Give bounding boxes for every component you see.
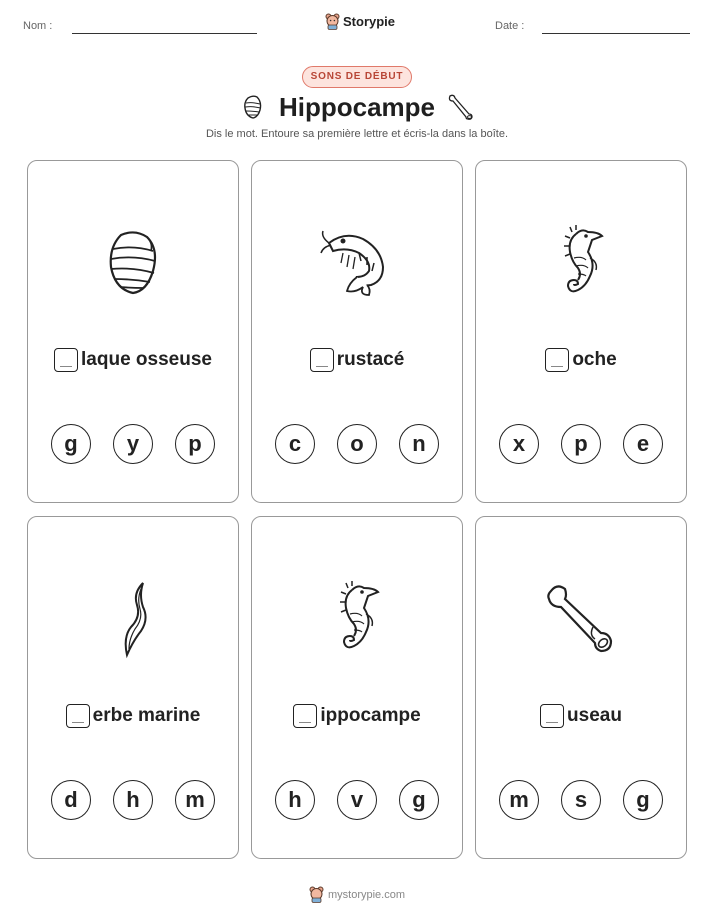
word-row	[476, 704, 686, 728]
word-row	[28, 704, 238, 728]
bear-logo-icon	[325, 13, 340, 30]
word-ending: rustacé	[336, 349, 405, 370]
answer-box[interactable]	[66, 704, 90, 728]
word-row	[476, 348, 686, 372]
letter-choice[interactable]: m	[175, 780, 215, 820]
shell-icon	[28, 217, 238, 309]
category-badge: SONS DE DÉBUT	[302, 66, 412, 88]
word-ending: useau	[567, 705, 622, 726]
letter-choice[interactable]: p	[561, 424, 601, 464]
letter-choice[interactable]: p	[175, 424, 215, 464]
answer-box[interactable]	[293, 704, 317, 728]
footer	[0, 886, 714, 903]
letter-choice[interactable]: v	[337, 780, 377, 820]
name-label: Nom :	[23, 20, 53, 32]
worksheet-card	[475, 160, 687, 503]
answer-box[interactable]	[54, 348, 78, 372]
answer-box[interactable]	[545, 348, 569, 372]
letter-choice[interactable]: h	[275, 780, 315, 820]
letter-choice[interactable]: o	[337, 424, 377, 464]
word-ending: laque osseuse	[81, 349, 212, 370]
letter-choices	[252, 780, 462, 820]
bone-icon	[445, 92, 475, 122]
letter-choices	[28, 424, 238, 464]
word-row	[28, 348, 238, 372]
instructions: Dis le mot. Entoure sa première lettre et écris-la dans la boîte.	[205, 128, 509, 140]
letter-choice[interactable]: m	[499, 780, 539, 820]
worksheet-card	[27, 160, 239, 503]
letter-choices	[252, 424, 462, 464]
worksheet-card	[475, 516, 687, 859]
worksheet-card	[27, 516, 239, 859]
letter-choice[interactable]: n	[399, 424, 439, 464]
seahorse-icon	[476, 217, 686, 309]
letter-choice[interactable]: d	[51, 780, 91, 820]
word-ending: oche	[572, 349, 617, 370]
letter-choice[interactable]: h	[113, 780, 153, 820]
bear-logo-icon	[309, 886, 324, 903]
word-ending: erbe marine	[92, 705, 201, 726]
worksheet-card	[251, 160, 463, 503]
letter-choice[interactable]: e	[623, 424, 663, 464]
answer-box[interactable]	[310, 348, 334, 372]
footer-url: mystorypie.com	[327, 888, 406, 901]
date-field[interactable]	[542, 33, 690, 34]
letter-choice[interactable]: x	[499, 424, 539, 464]
brand-logo	[325, 13, 395, 30]
brand-name: Storypie	[343, 14, 396, 29]
bone-icon	[476, 573, 686, 665]
date-label: Date :	[495, 20, 525, 32]
word-row	[252, 704, 462, 728]
page-title: Hippocampe	[278, 92, 436, 122]
letter-choice[interactable]: g	[623, 780, 663, 820]
word-ending: ippocampe	[320, 705, 421, 726]
letter-choices	[476, 424, 686, 464]
answer-box[interactable]	[540, 704, 564, 728]
letter-choice[interactable]: c	[275, 424, 315, 464]
letter-choices	[28, 780, 238, 820]
word-row	[252, 348, 462, 372]
letter-choice[interactable]: g	[399, 780, 439, 820]
name-field[interactable]	[72, 33, 257, 34]
seaweed-icon	[28, 573, 238, 665]
letter-choice[interactable]: y	[113, 424, 153, 464]
worksheet-card	[251, 516, 463, 859]
letter-choice[interactable]: s	[561, 780, 601, 820]
shrimp-icon	[252, 217, 462, 309]
letter-choices	[476, 780, 686, 820]
letter-choice[interactable]: g	[51, 424, 91, 464]
seahorse-icon	[252, 573, 462, 665]
